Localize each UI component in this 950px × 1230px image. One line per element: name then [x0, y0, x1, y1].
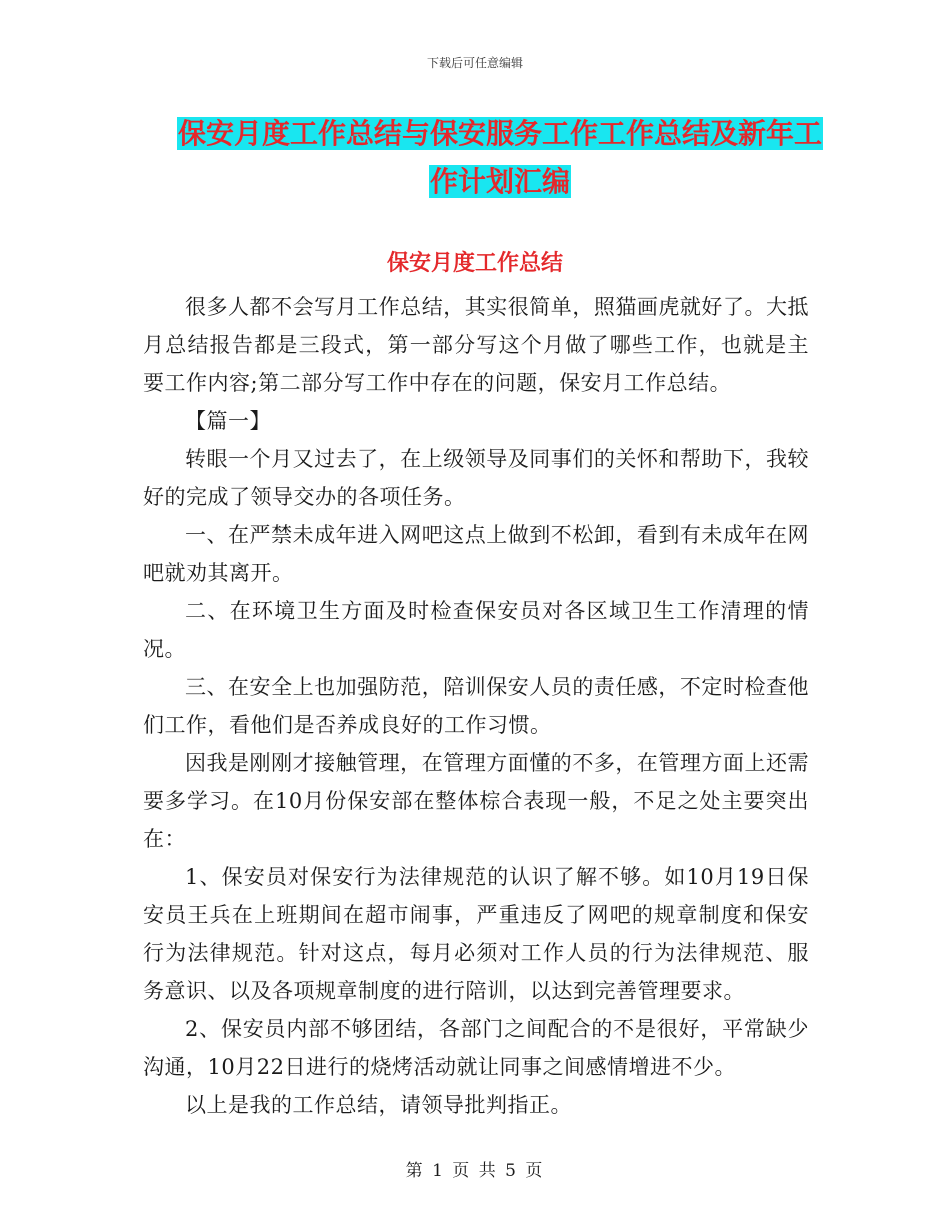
paragraph: 1、保安员对保安行为法律规范的认识了解不够。如10月19日保安员王兵在上班期间在超市闹事，严重违反了网吧的规章制度和保安行为法律规范。针对这点，每月必须对工作人员的行为法律规范、服务意识、以及各项规章制度的进行陪训，以达到完善管理要求。 [143, 865, 809, 1003]
paragraph: 二、在环境卫生方面及时检查保安员对各区域卫生工作清理的情况。 [143, 599, 809, 661]
header-note: 下载后可任意编辑 [426, 56, 523, 70]
document-title [140, 110, 860, 206]
paragraph: 转眼一个月又过去了，在上级领导及同事们的关怀和帮助下，我较好的完成了领导交办的各项任务。 [143, 447, 809, 509]
paragraph-closing: 以上是我的工作总结，请领导批判指正。 [185, 1093, 572, 1117]
paragraph-part-heading: 【篇一】 [185, 409, 271, 433]
paragraph: 2、保安员内部不够团结，各部门之间配合的不是很好，平常缺少沟通，10月22日进行的烧烤活动就让同事之间感情增进不少。 [143, 1017, 809, 1079]
document-body [143, 288, 809, 1124]
document-title-line-1: 保安月度工作总结与保安服务工作工作总结及新年工 [177, 117, 822, 150]
paragraph: 三、在安全上也加强防范，陪训保安人员的责任感，不定时检查他们工作，看他们是否养成良好的工作习惯。 [143, 675, 809, 737]
paragraph-intro: 很多人都不会写月工作总结，其实很简单，照猫画虎就好了。大抵月总结报告都是三段式，第一部分写这个月做了哪些工作，也就是主要工作内容;第二部分写工作中存在的问题，保安月工作总结。 [143, 295, 809, 395]
document-title-line-2: 作计划汇编 [429, 165, 570, 198]
paragraph: 一、在严禁未成年进入网吧这点上做到不松卸，看到有未成年在网吧就劝其离开。 [143, 523, 809, 585]
section-title: 保安月度工作总结 [386, 250, 563, 276]
paragraph: 因我是刚刚才接触管理，在管理方面懂的不多，在管理方面上还需要多学习。在10月份保安部在整体棕合表现一般，不足之处主要突出在： [143, 751, 809, 851]
page-number-footer: 第 1 页 共 5 页 [405, 1161, 545, 1181]
